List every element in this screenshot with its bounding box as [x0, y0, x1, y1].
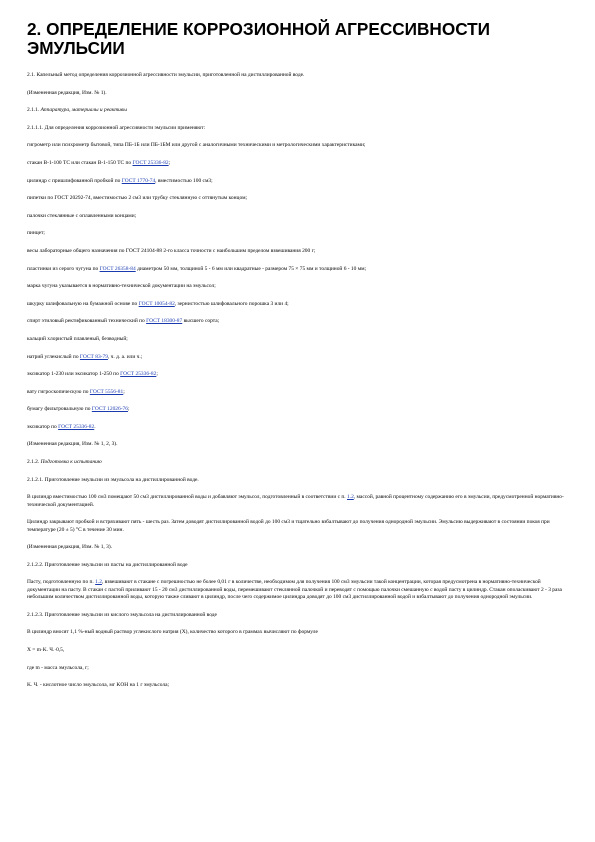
list-item: марка чугуна указывается в нормативно-технической документации на эмульсол;	[27, 283, 216, 290]
gost-link[interactable]: ГОСТ 25336-82	[58, 423, 95, 430]
paragraph: 2.1.2.2. Приготовление эмульсии из пасты на дистиллированной воде	[27, 561, 188, 568]
gost-link[interactable]: ГОСТ 12026-76	[91, 406, 128, 413]
edition-note: (Измененная редакция, Изм. № 1).	[27, 89, 107, 96]
gost-link[interactable]: ГОСТ 1770-74	[121, 177, 156, 184]
list-item: кальций хлористый плавленый, безводный;	[27, 335, 128, 342]
paragraph: В цилиндр вносят 1,1 %-ный водный раствор углекислого натрия (X), количество которого в граммах вычисляют по формуле	[27, 629, 318, 636]
list-item: спирт этиловый ректификованный технический по ГОСТ 18300-87 высшего сорта;	[27, 318, 220, 325]
list-item: весы лабораторные общего назначения по ГОСТ 24104-88 2-го класса точности с наибольшим пределом взвешивания 200 г;	[27, 247, 316, 254]
subsection-title: Аппаратура, материалы и реактивы	[40, 107, 127, 114]
formula-legend: K. Ч. - кислотное число эмульсола, мг KOH на 1 г эмульсола;	[27, 682, 170, 689]
gost-link[interactable]: ГОСТ 26358-84	[99, 265, 136, 272]
paragraph: Пасту, подготовленную по п. 1.2, взвешивают в стакане с погрешностью не более 0,01 г в количестве, необходимом для получения 100 см3 эмульсии такой концентрации, которая предусмотрена в нормативно-технической документации на пасту. В стакан с пастой приливают 15 - 20 см3 дистиллированной воды, перемешивают стеклянной палочкой и переводят с помощью палочки смешанную с водой пасту в цилиндр. Стакан ополаскивают 2 - 3 раза небольшим количеством дистиллированной воды, которую также сливают в цилиндр, после чего содержимое цилиндра доводят до 100 см3 дистиллированной водой и взбалтывают до получения однородной эмульсии.	[27, 579, 562, 601]
list-item: пластинки из серого чугуна по ГОСТ 26358-84 диаметром 50 мм, толщиной 5 - 6 мм или квадратные - размером 75 × 75 мм и толщиной 6 - 10 мм;	[27, 265, 367, 272]
list-item: стакан В-1-100 ТС или стакан В-1-150 ТС по ГОСТ 25336-82;	[27, 159, 171, 166]
gost-link[interactable]: ГОСТ 25336-82	[132, 159, 169, 166]
gost-link[interactable]: ГОСТ 25336-82	[120, 371, 157, 378]
subsection-number: 2.1.1.	[27, 107, 41, 114]
gost-link[interactable]: ГОСТ 83-79	[79, 353, 108, 360]
list-item: натрий углекислый по ГОСТ 83-79, ч. д. а. или ч.;	[27, 353, 143, 360]
gost-link[interactable]: ГОСТ 10054-82	[138, 300, 175, 307]
paragraph: 2.1.2.1. Приготовление эмульсии из эмульсола на дистиллированной воде.	[27, 476, 199, 483]
gost-link[interactable]: ГОСТ 5556-81	[89, 388, 124, 395]
list-item: эксикатор по ГОСТ 25336-82.	[27, 423, 96, 430]
section-title: 2. ОПРЕДЕЛЕНИЕ КОРРОЗИОННОЙ АГРЕССИВНОСТИ ЭМУЛЬСИИ	[27, 19, 491, 58]
paragraph: 2.1. Капельный метод определения коррозионной агрессивности эмульсии, приготовленной на дистиллированной воде.	[27, 72, 305, 78]
list-item: пинцет;	[27, 230, 45, 237]
subsection-heading	[27, 459, 572, 466]
formula: X = m·K. Ч.·0,5,	[27, 647, 65, 654]
list-item: пипетки по ГОСТ 20292-74, вместимостью 2 см3 или трубку стеклянную с оттянутым концом;	[27, 195, 248, 202]
gost-link[interactable]: ГОСТ 18300-87	[146, 318, 183, 325]
list-item: палочки стеклянные с оплавленными концами;	[27, 212, 137, 219]
list-item: эксикатор 1-230 или эксикатор 1-250 по ГОСТ 25336-82;	[27, 371, 158, 378]
list-item: цилиндр с пришлифованной пробкой по ГОСТ 1770-74, вместимостью 100 см3;	[27, 177, 213, 184]
paragraph: В цилиндр вместимостью 100 см3 помещают 50 см3 дистиллированной воды и добавляют эмульсол, подготовленный в соответствии с п. 1.2, массой, равной процентному содержанию его в эмульсии, предусмотренной нормативно-технической документацией.	[27, 494, 564, 508]
subsection-title: Подготовка к испытанию	[40, 459, 102, 466]
edition-note: (Измененная редакция, Изм. № 1, 3).	[27, 544, 113, 551]
paragraph: Цилиндр закрывают пробкой и встряхивают пять - шесть раз. Затем доводят дистиллированной водой до 100 см3 и тщательно взбалтывают до получения однородной эмульсии. Эмульсию выдерживают в состоянии покоя при температуре (20 ± 5) °С в течение 30 мин.	[27, 519, 550, 533]
paragraph: 2.1.1.1. Для определения коррозионной агрессивности эмульсии применяют:	[27, 124, 206, 131]
paragraph: 2.1.2.3. Приготовление эмульсии из кислого эмульсола на дистиллированной воде	[27, 611, 217, 618]
clause-link[interactable]: 1.2	[95, 579, 102, 586]
formula-legend: где m - масса эмульсола, г;	[27, 664, 89, 671]
edition-note: (Измененная редакция, Изм. № 1, 2, 3).	[27, 441, 118, 448]
list-item: гигрометр или психрометр бытовой, типа ПБ-1Б или ПБ-1БМ или другой с аналогичными техническими и метрологическими характеристиками;	[27, 142, 366, 149]
subsection-heading	[27, 107, 572, 114]
list-item: вату гигроскопическую по ГОСТ 5556-81;	[27, 388, 125, 395]
subsection-number: 2.1.2.	[27, 459, 41, 466]
list-item: бумагу фильтровальную по ГОСТ 12026-76;	[27, 406, 130, 413]
document-page	[27, 20, 572, 700]
list-item: шкурку шлифовальную на бумажной основе по ГОСТ 10054-82, зернистостью шлифовального порошка 3 или 4;	[27, 300, 289, 307]
clause-link[interactable]: 1.2	[347, 494, 354, 501]
